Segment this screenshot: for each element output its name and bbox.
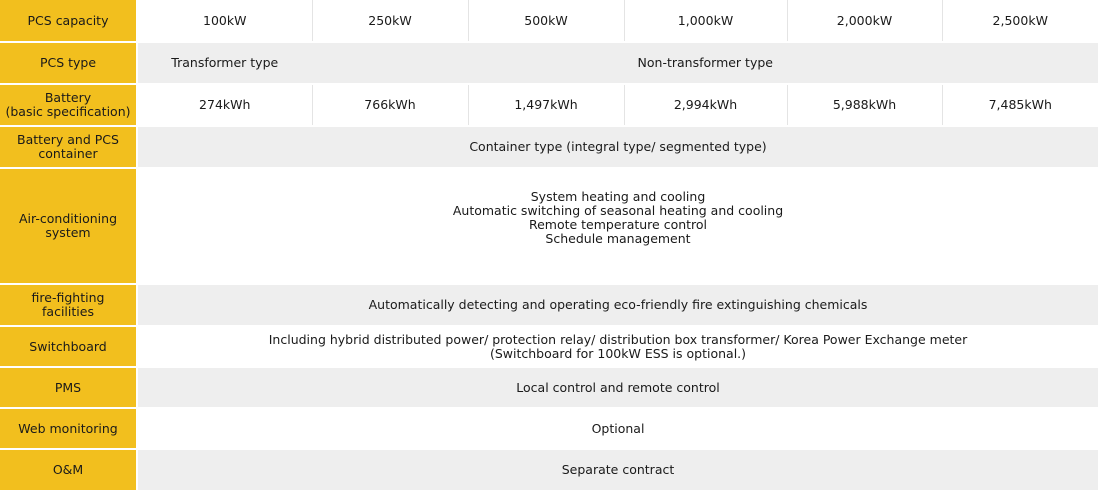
switchboard-line-2: (Switchboard for 100kW ESS is optional.) <box>489 345 747 361</box>
cell-pcs-capacity-100kw: 100kW <box>137 0 312 42</box>
row-web-monitoring <box>0 408 1098 449</box>
row-pcs-capacity <box>0 0 1098 42</box>
label-air-conditioning-line2: system <box>45 225 91 240</box>
cell-air-conditioning <box>137 168 1098 284</box>
row-battery <box>0 84 1098 126</box>
row-container <box>0 126 1098 168</box>
row-pcs-type <box>0 42 1098 84</box>
label-battery <box>0 84 137 126</box>
label-web-monitoring: Web monitoring <box>0 408 137 449</box>
cell-battery-5988kwh: 5,988kWh <box>787 84 942 126</box>
cell-battery-1497kwh: 1,497kWh <box>468 84 624 126</box>
cell-om: Separate contract <box>137 449 1098 491</box>
air-conditioning-line-1: System heating and cooling <box>530 189 706 204</box>
label-pcs-capacity: PCS capacity <box>0 0 137 42</box>
cell-pcs-capacity-250kw: 250kW <box>312 0 468 42</box>
row-pms <box>0 367 1098 408</box>
cell-battery-766kwh: 766kWh <box>312 84 468 126</box>
label-battery-line2: (basic specification) <box>5 104 131 119</box>
label-pms: PMS <box>0 367 137 408</box>
cell-container: Container type (integral type/ segmented type) <box>137 126 1098 168</box>
label-container-line1: Battery and PCS <box>17 132 119 147</box>
cell-battery-7485kwh: 7,485kWh <box>942 84 1098 126</box>
label-fire-fighting: fire-fighting facilities <box>0 284 137 326</box>
label-om: O&M <box>0 449 137 491</box>
cell-fire-fighting: Automatically detecting and operating eco-friendly fire extinguishing chemicals <box>137 284 1098 326</box>
air-conditioning-line-2: Automatic switching of seasonal heating and cooling <box>452 203 784 218</box>
label-air-conditioning-line1: Air-conditioning <box>19 211 117 226</box>
cell-switchboard <box>137 326 1098 367</box>
cell-pcs-type-non-transformer: Non-transformer type <box>312 42 1098 84</box>
switchboard-line-1: Including hybrid distributed power/ protection relay/ distribution box transformer/ Korea Power Exchange meter <box>268 331 968 347</box>
row-om <box>0 449 1098 491</box>
cell-pcs-capacity-1000kw: 1,000kW <box>624 0 787 42</box>
row-air-conditioning <box>0 168 1098 284</box>
cell-pms: Local control and remote control <box>137 367 1098 408</box>
row-switchboard <box>0 326 1098 367</box>
cell-battery-274kwh: 274kWh <box>137 84 312 126</box>
label-container-line2: container <box>38 146 98 161</box>
cell-pcs-capacity-500kw: 500kW <box>468 0 624 42</box>
cell-web-monitoring: Optional <box>137 408 1098 449</box>
label-battery-line1: Battery <box>44 90 92 105</box>
air-conditioning-line-4: Schedule management <box>545 231 691 246</box>
label-switchboard: Switchboard <box>0 326 137 367</box>
row-fire-fighting <box>0 284 1098 326</box>
label-pcs-type: PCS type <box>0 42 137 84</box>
cell-pcs-capacity-2000kw: 2,000kW <box>787 0 942 42</box>
cell-battery-2994kwh: 2,994kWh <box>624 84 787 126</box>
label-container <box>0 126 137 168</box>
label-air-conditioning <box>0 168 137 284</box>
air-conditioning-line-3: Remote temperature control <box>528 217 708 232</box>
cell-pcs-capacity-2500kw: 2,500kW <box>942 0 1098 42</box>
cell-pcs-type-transformer: Transformer type <box>137 42 312 84</box>
